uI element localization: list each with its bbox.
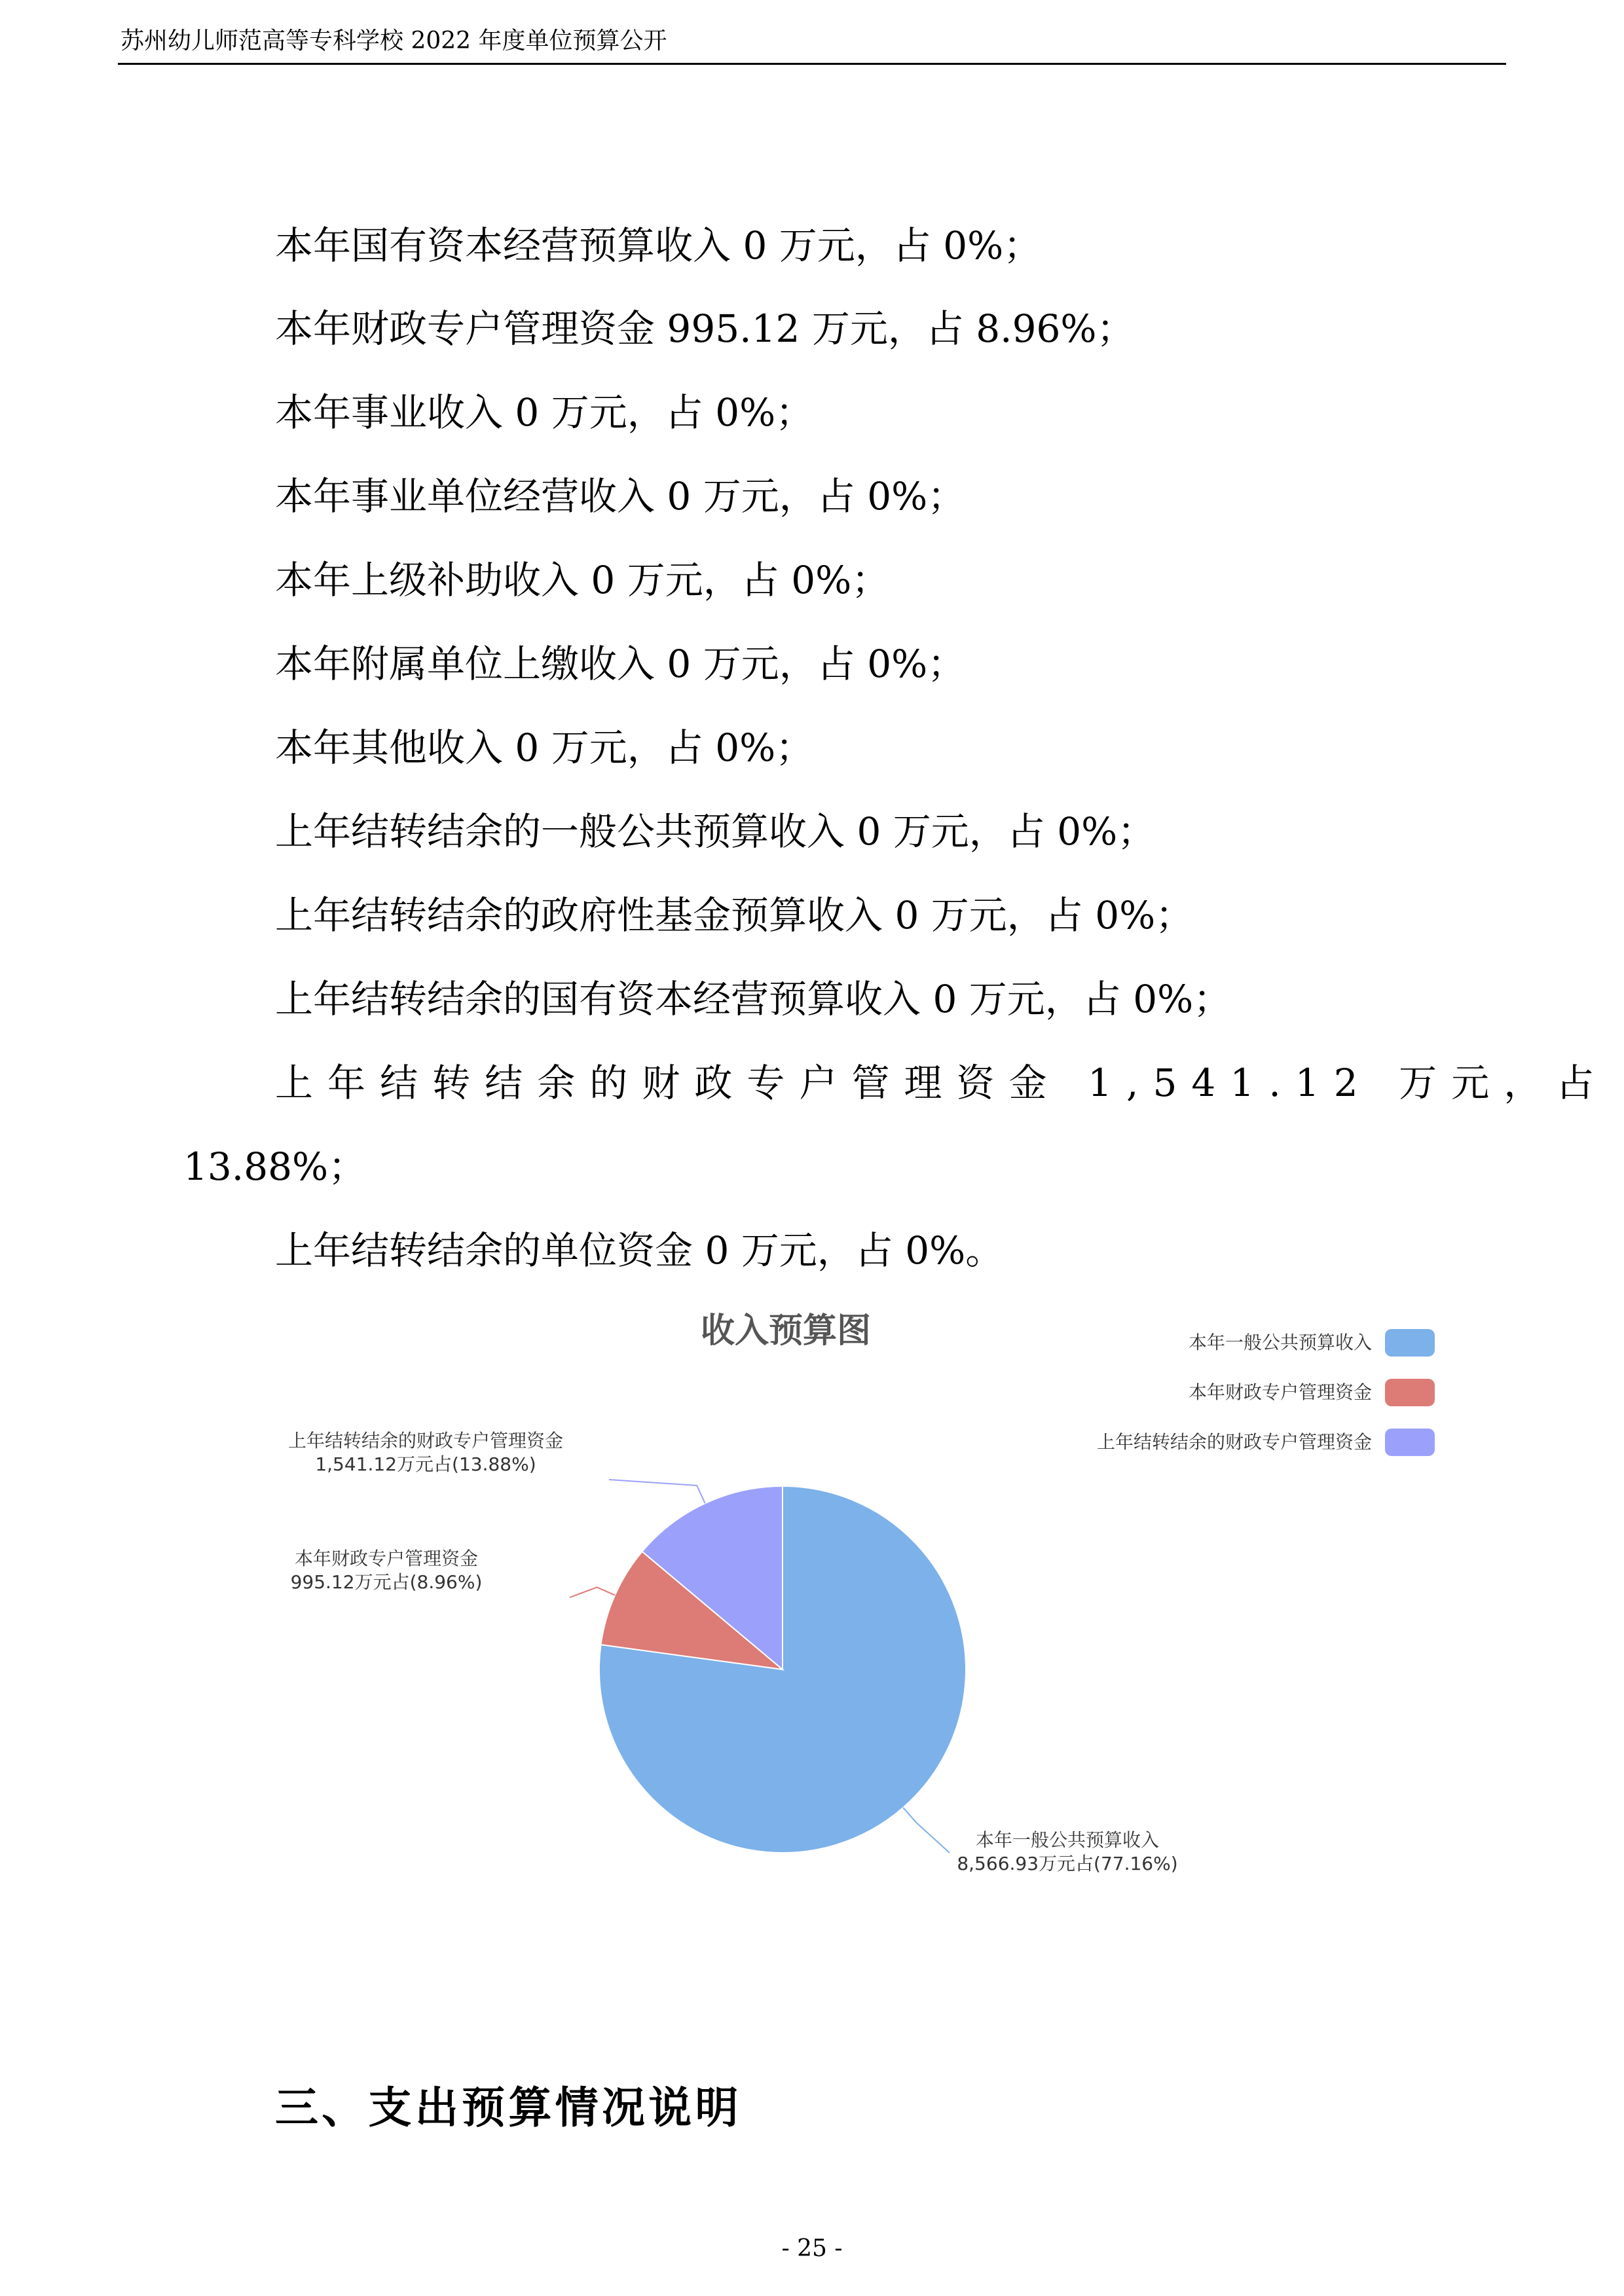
paragraph-carryover-gov-fund: 上年结转结余的政府性基金预算收入 0 万元，占 0%；: [275, 893, 1194, 938]
paragraph-business-income: 本年事业收入 0 万元，占 0%；: [275, 390, 814, 435]
header-title: 苏州幼儿师范高等专科学校 2022 年度单位预算公开: [120, 27, 667, 54]
paragraph-state-capital-income: 本年国有资本经营预算收入 0 万元，占 0%；: [275, 223, 1042, 268]
paragraph-carryover-state-capital: 上年结转结余的国有资本经营预算收入 0 万元，占 0%；: [275, 977, 1232, 1021]
paragraph-fiscal-special-account: 本年财政专户管理资金 995.12 万元，占 8.96%；: [275, 306, 1135, 351]
label-leader-line: [570, 1587, 615, 1597]
paragraph-carryover-unit-funds: 上年结转结余的单位资金 0 万元，占 0%。: [275, 1228, 1004, 1273]
slice-label-name: 上年结转结余的财政专户管理资金: [288, 1430, 564, 1451]
pie-slices: [599, 1486, 966, 1853]
slice-label-value: 8,566.93万元占(77.16%): [957, 1853, 1178, 1874]
legend-swatch: [1385, 1379, 1435, 1406]
legend-swatch: [1385, 1429, 1435, 1456]
paragraph-carryover-fiscal-special: 上年结转结余的财政专户管理资金 1,541.12 万元，占: [275, 1061, 1609, 1105]
label-leader-line: [903, 1808, 950, 1853]
paragraph-other-income: 本年其他收入 0 万元，占 0%；: [275, 725, 814, 770]
slice-label-value: 1,541.12万元占(13.88%): [315, 1453, 536, 1475]
slice-label-name: 本年财政专户管理资金: [294, 1548, 479, 1569]
label-leader-line: [609, 1480, 705, 1503]
chart-legend: [1097, 1329, 1435, 1456]
paragraph-carryover-fiscal-special-continued: 13.88%；: [183, 1144, 367, 1189]
paragraph-carryover-general-budget: 上年结转结余的一般公共预算收入 0 万元，占 0%；: [275, 809, 1156, 854]
income-budget-pie-chart: [288, 1303, 1506, 1892]
paragraph-operating-income: 本年事业单位经营收入 0 万元，占 0%；: [275, 474, 966, 519]
section-heading-expenditure: 三、支出预算情况说明: [275, 2083, 742, 2133]
legend-label: 本年一般公共预算收入: [1188, 1332, 1372, 1353]
chart-title: 收入预算图: [700, 1311, 872, 1351]
paragraph-affiliate-remittance: 本年附属单位上缴收入 0 万元，占 0%；: [275, 642, 966, 686]
legend-label: 本年财政专户管理资金: [1188, 1381, 1372, 1403]
page-header: [118, 25, 1506, 65]
legend-swatch: [1385, 1329, 1435, 1357]
page-number: - 25 -: [781, 2235, 843, 2262]
slice-label-value: 995.12万元占(8.96%): [290, 1571, 483, 1593]
slice-label-name: 本年一般公共预算收入: [975, 1829, 1160, 1851]
legend-label: 上年结转结余的财政专户管理资金: [1096, 1431, 1372, 1453]
paragraph-superior-subsidy: 本年上级补助收入 0 万元，占 0%；: [275, 558, 890, 602]
